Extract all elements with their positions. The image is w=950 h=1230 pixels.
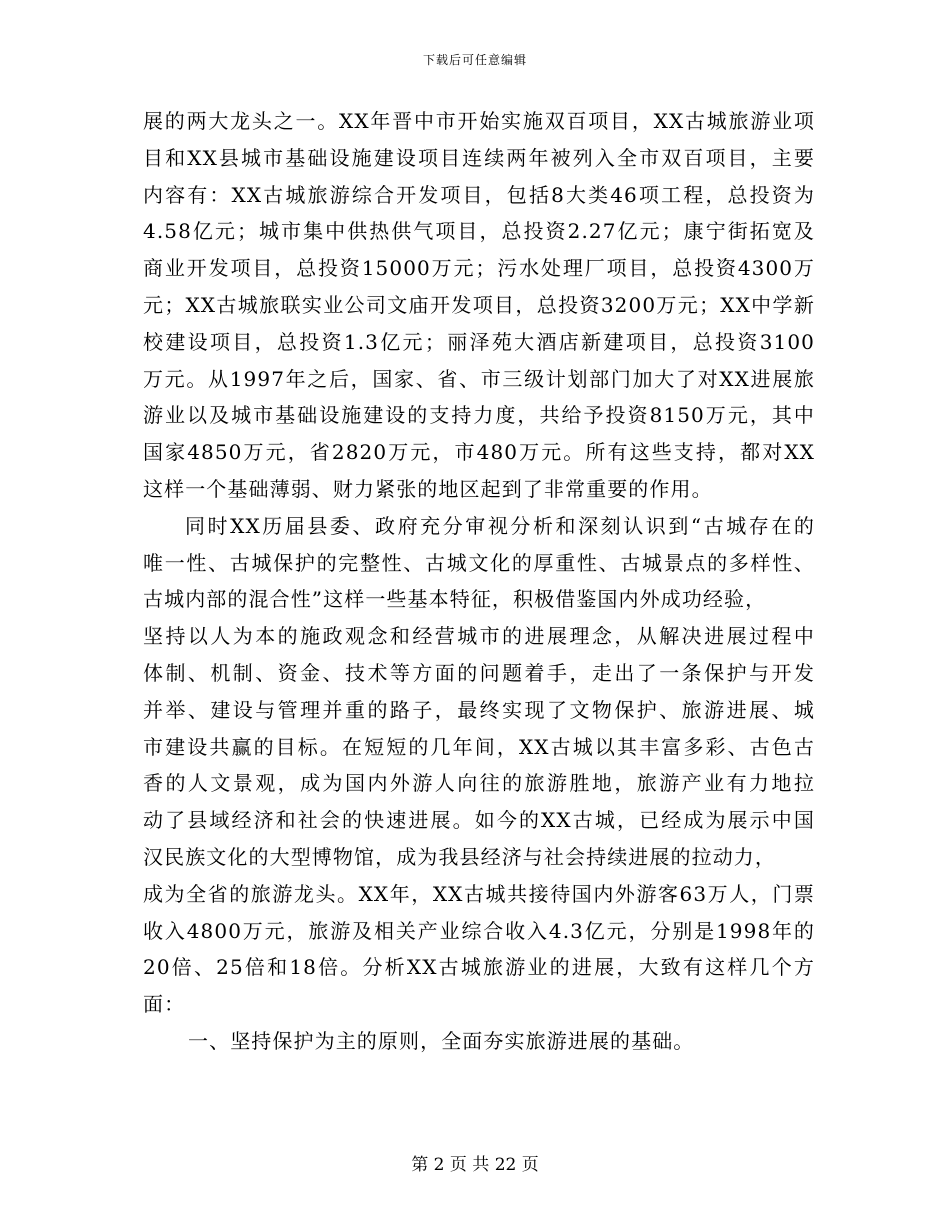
text-line: 展的两大龙头之一。XX年晋中市开始实施双百项目，XX古城旅游业项 xyxy=(143,109,815,133)
text-line: 4.58亿元；城市集中供热供气项目，总投资2.27亿元；康宁街拓宽及 xyxy=(143,219,815,244)
text-line: 元；XX古城旅联实业公司文庙开发项目，总投资3200万元；XX中学新 xyxy=(143,292,815,317)
text-line: 成为全省的旅游龙头。XX年，XX古城共接待国内外游客63万人，门票 xyxy=(143,881,815,906)
paragraph-first-line: 同时XX历届县委、政府充分审视分析和深刻认识到“古城存在的 xyxy=(185,513,815,538)
text-line: 动了县域经济和社会的快速进展。如今的XX古城，已经成为展示中国 xyxy=(143,808,815,833)
page-header-note: 下载后可任意编辑 xyxy=(422,53,527,67)
text-line: 古城内部的混合性”这样一些基本特征，积极借鉴国内外成功经验， xyxy=(143,587,767,612)
text-line: 游业以及城市基础设施建设的支持力度，共给予投资8150万元，其中 xyxy=(143,403,815,428)
text-line: 香的人文景观，成为国内外游人向往的旅游胜地，旅游产业有力地拉 xyxy=(143,771,815,796)
text-line: 唯一性、古城保护的完整性、古城文化的厚重性、古城景点的多样性、 xyxy=(143,550,815,575)
text-line: 内容有：XX古城旅游综合开发项目，包括8大类46项工程，总投资为 xyxy=(143,182,815,207)
text-line: 这样一个基础薄弱、财力紧张的地区起到了非常重要的作用。 xyxy=(143,476,713,501)
section-heading: 一、坚持保护为主的原则，全面夯实旅游进展的基础。 xyxy=(188,1028,695,1053)
text-line: 并举、建设与管理并重的路子，最终实现了文物保护、旅游进展、城 xyxy=(143,697,815,722)
text-line: 商业开发项目，总投资15000万元；污水处理厂项目，总投资4300万 xyxy=(143,256,815,281)
text-line: 万元。从1997年之后，国家、省、市三级计划部门加大了对XX进展旅 xyxy=(143,366,815,391)
text-line: 目和XX县城市基础设施建设项目连续两年被列入全市双百项目，主要 xyxy=(143,145,815,170)
text-line: 坚持以人为本的施政观念和经营城市的进展理念，从解决进展过程中 xyxy=(143,624,815,649)
text-line: 国家4850万元，省2820万元，市480万元。所有这些支持，都对XX xyxy=(143,440,815,465)
text-line: 面： xyxy=(143,992,186,1017)
text-line: 收入4800万元，旅游及相关产业综合收入4.3亿元，分别是1998年的 xyxy=(143,918,815,943)
document-body xyxy=(143,103,815,1060)
text-line: 市建设共赢的目标。在短短的几年间，XX古城以其丰富多彩、古色古 xyxy=(143,734,815,759)
page-number-footer: 第 2 页 共 22 页 xyxy=(411,1155,539,1175)
text-line: 校建设项目，总投资1.3亿元；丽泽苑大酒店新建项目，总投资3100 xyxy=(143,329,815,354)
text-line: 汉民族文化的大型博物馆，成为我县经济与社会持续进展的拉动力， xyxy=(143,844,776,869)
text-line: 体制、机制、资金、技术等方面的问题着手，走出了一条保护与开发 xyxy=(143,660,815,685)
text-line: 20倍、25倍和18倍。分析XX古城旅游业的进展，大致有这样几个方 xyxy=(143,955,815,980)
